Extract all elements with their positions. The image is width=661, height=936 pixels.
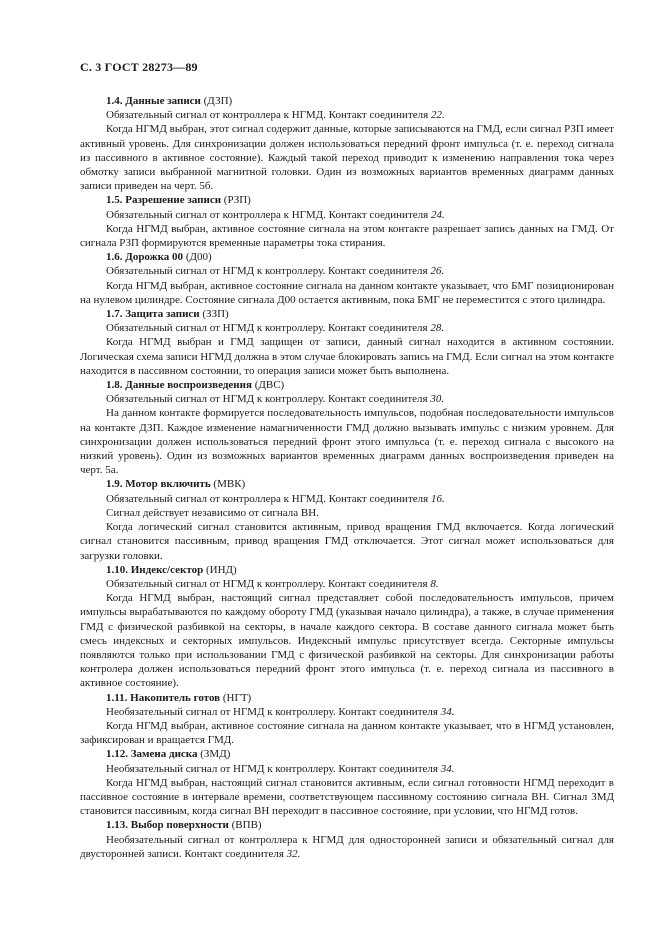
document-body	[80, 94, 614, 861]
body-paragraph: Когда НГМД выбран, активное состояние сигнала на этом контакте разрешает запись данных на ГМД. От сигнала РЗП формируются временные параметры тока стирания.	[80, 222, 614, 250]
section-abbr: (МВК)	[213, 478, 246, 491]
signal-line	[80, 762, 614, 776]
signal-line	[80, 577, 614, 591]
section-title: Замена диска	[130, 748, 198, 761]
body-paragraph: Когда НГМД выбран, настоящий сигнал представляет собой последовательность импульсов, причем импульсы вырабатываются по каждому обороту ГМД (указывая начало цилиндра), а также, в случае применения ГМД с физической разбивкой на секторы, в начале каждого сектора. В составе данного сигнала может быть смесь индексных и секторных импульсов. Индексный импульс присутствует всегда. Секторные импульсы появляются только при использовании ГМД с физической разбивкой на секторы. Для синхронизации работы контролера должен использоваться передний фронт этого импульса (т. е. переход сигнала из пассивного в активное состояние).	[80, 592, 614, 690]
signal-line	[80, 392, 614, 406]
section-number: 1.5.	[106, 194, 123, 207]
section-heading	[80, 94, 614, 108]
body-paragraph: Когда НГМД выбран, активное состояние сигнала на данном контакте указывает, что БМГ позиционирован на нулевом цилиндре. Состояние сигнала Д00 остается активным, пока БМГ не переместится с этого цилиндра.	[80, 279, 614, 306]
body-paragraph: Сигнал действует независимо от сигнала ВН.	[106, 506, 319, 519]
section-abbr: (РЗП)	[223, 194, 251, 207]
section-title: Накопитель готов	[130, 691, 221, 704]
section-heading	[80, 691, 614, 705]
contact-number: 30.	[430, 393, 445, 406]
section-number: 1.8.	[106, 379, 123, 392]
contact-number: 26.	[430, 265, 445, 278]
signal-line	[80, 705, 614, 719]
contact-number: 22.	[430, 109, 445, 122]
section-title: Разрешение записи	[125, 194, 222, 207]
contact-number: 8.	[430, 577, 439, 590]
section-number: 1.4.	[106, 95, 123, 107]
signal-line-text: Необязательный сигнал от НГМД к контроллеру. Контакт соединителя	[106, 762, 438, 775]
body-paragraph: Когда логический сигнал становится активным, привод вращения ГМД включается. Когда логический сигнал становится пассивным, привод вращения ГМД отключается. Этот сигнал может использоваться для загрузки головки.	[80, 521, 614, 562]
body-paragraph: На данном контакте формируется последовательность импульсов, подобная последовательности импульсов на контакте ДЗП. Каждое изменение намагниченности ГМД должно вызывать импульс с низким уровнем. Для синхронизации должен использоваться передний фронт этого импульса (т. е. переход сигнала с высокого на низкий уровень). Один из возможных вариантов временных диаграмм данных воспроизведения приведен на черт. 5а.	[80, 407, 614, 477]
section-heading	[80, 378, 614, 392]
signal-line-text: Обязательный сигнал от НГМД к контроллеру. Контакт соединителя	[106, 577, 428, 590]
page-header: С. 3 ГОСТ 28273—89	[80, 60, 198, 74]
section-title: Данные записи	[125, 95, 201, 107]
signal-line	[80, 264, 614, 278]
signal-line	[80, 492, 614, 506]
signal-line	[80, 108, 614, 122]
section-abbr: (ИНД)	[205, 563, 237, 576]
signal-line-text: Необязательный сигнал от контроллера к НГМД для односторонней записи и обязательный сигнал для двусторонней записи. Контакт соединителя	[80, 833, 614, 860]
section-abbr: (ДВС)	[254, 379, 285, 392]
section-number: 1.10.	[106, 563, 128, 576]
contact-number: 28.	[430, 322, 445, 335]
body-paragraph: Когда НГМД выбран и ГМД защищен от записи, данный сигнал находится в активном состоянии. Логическая схема записи НГМД должна в этом случае блокировать запись на ГМД. Если сигнал на этом контакте находится в пассивном состоянии, то операция записи может быть выполнена.	[80, 336, 614, 377]
signal-line	[80, 208, 614, 222]
section-number: 1.7.	[106, 308, 123, 321]
signal-line-text: Необязательный сигнал от НГМД к контроллеру. Контакт соединителя	[106, 705, 438, 718]
section-abbr: (НГТ)	[222, 691, 252, 704]
contact-number: 24.	[430, 208, 445, 221]
section-title: Защита записи	[125, 308, 200, 321]
section-title: Индекс/сектор	[130, 563, 204, 576]
contact-number: 32.	[286, 847, 301, 860]
signal-line-text: Обязательный сигнал от контроллера к НГМД. Контакт соединителя	[106, 492, 429, 505]
section-number: 1.9.	[106, 478, 123, 491]
section-heading	[80, 747, 614, 761]
section-number: 1.12.	[106, 748, 128, 761]
section-heading	[80, 563, 614, 577]
section-heading	[80, 307, 614, 321]
contact-number: 34.	[440, 705, 455, 718]
section-title: Дорожка 00	[125, 251, 184, 264]
section-title: Мотор включить	[125, 478, 211, 491]
section-abbr: (ЗЗП)	[202, 308, 229, 321]
section-title: Выбор поверхности	[130, 819, 229, 832]
section-number: 1.13.	[106, 819, 128, 832]
section-heading	[80, 193, 614, 207]
signal-line-text: Обязательный сигнал от контроллера к НГМД. Контакт соединителя	[106, 208, 429, 221]
section-number: 1.6.	[106, 251, 123, 264]
signal-line-text: Обязательный сигнал от НГМД к контроллеру. Контакт соединителя	[106, 265, 428, 278]
section-heading	[80, 477, 614, 491]
section-number: 1.11.	[106, 691, 128, 704]
section-title: Данные воспроизведения	[125, 379, 252, 392]
signal-line	[80, 833, 614, 861]
signal-line-text: Обязательный сигнал от контроллера к НГМД. Контакт соединителя	[106, 109, 429, 122]
section-abbr: (Д00)	[185, 251, 212, 264]
contact-number: 34.	[440, 762, 455, 775]
section-abbr: (ЗМД)	[200, 748, 231, 761]
body-paragraph: Когда НГМД выбран, активное состояние сигнала на данном контакте указывает, что в НГМД установлен, зафиксирован и вращается ГМД.	[80, 719, 614, 747]
contact-number: 16.	[430, 492, 445, 505]
body-paragraph: Когда НГМД выбран, настоящий сигнал становится активным, если сигнал готовности НГМД переходит в пассивное состояние в интервале времени, соответствующем пассивному состоянию сигнала ВН. Сигнал ЗМД становится пассивным, когда сигнал ВН переходит в пассивное состояние, при условии, что НГМД готов.	[80, 776, 614, 818]
signal-line-text: Обязательный сигнал от НГМД к контроллеру. Контакт соединителя	[106, 322, 428, 335]
body-paragraph: Когда НГМД выбран, этот сигнал содержит данные, которые записываются на ГМД, если сигнал РЗП имеет активный уровень. Для синхронизации должен использоваться передний фронт импульса (т. е. переход сигнала из пассивного в активное состояние). Каждый такой переход приводит к изменению направления тока через обмотку записи выбранной магнитной головки. Один из возможных вариантов временных диаграмм данных записи приведен на черт. 5б.	[80, 123, 614, 193]
section-abbr: (ВПВ)	[231, 819, 262, 832]
section-abbr: (ДЗП)	[203, 95, 233, 107]
signal-line-text: Обязательный сигнал от НГМД к контроллеру. Контакт соединителя	[106, 393, 428, 406]
section-heading	[80, 250, 614, 264]
section-heading	[80, 818, 614, 832]
signal-line	[80, 321, 614, 335]
